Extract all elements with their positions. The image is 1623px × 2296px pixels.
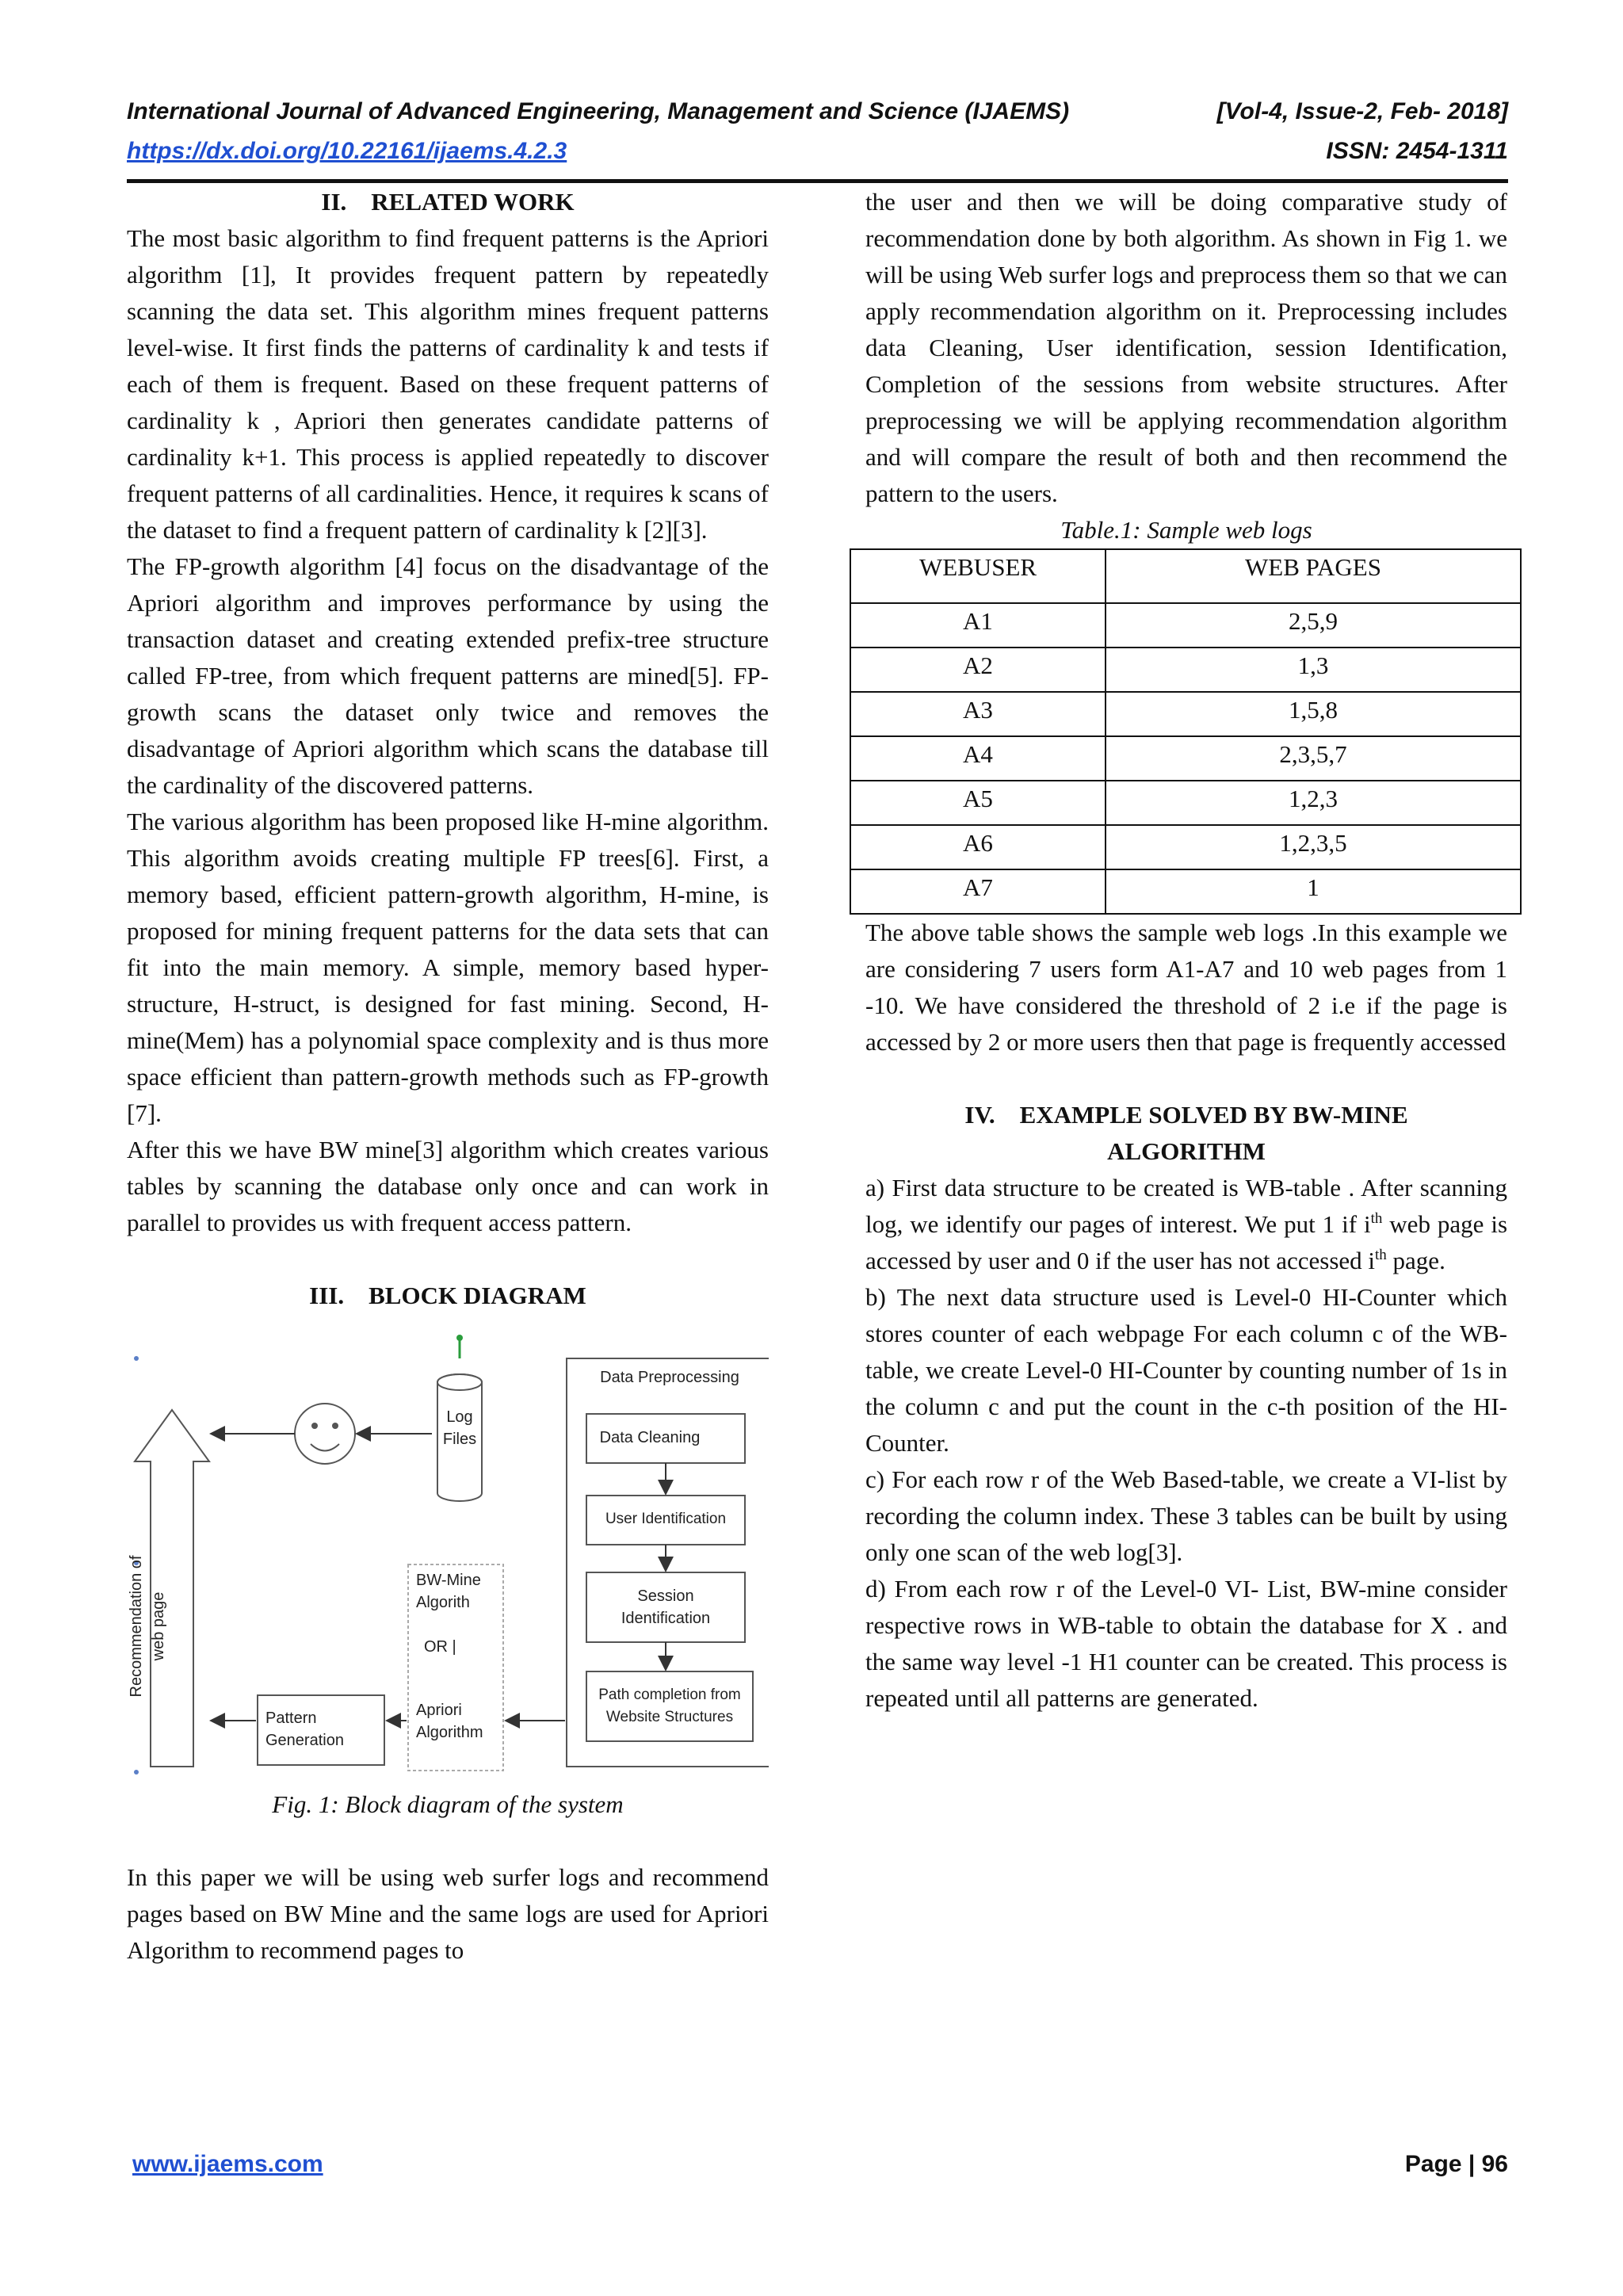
table-header-row xyxy=(850,549,1521,603)
site-link[interactable]: www.ijaems.com xyxy=(132,2151,323,2177)
spacer xyxy=(127,1778,769,1786)
section-4-title-line-2: ALGORITHM xyxy=(1107,1137,1266,1165)
related-work-paragraph-4: After this we have BW mine[3] algorithm which creates various tables by scanning the database only once and can work in parallel to provides us with frequent access pattern. xyxy=(127,1136,769,1236)
sample-web-logs-table xyxy=(850,548,1522,915)
rotate-handle xyxy=(456,1335,463,1341)
step-d-paragraph: d) From each row r of the Level-0 VI- List, BW-mine consider respective rows in WB-table to obtain the database for X . and the same way level -1 H1 counter can be created. This process is repeated until all patterns are generated. xyxy=(865,1575,1507,1712)
superscript: th xyxy=(1370,1210,1383,1227)
volume-issue: [Vol-4, Issue-2, Feb- 2018] xyxy=(1216,98,1508,124)
spacer xyxy=(127,1241,769,1278)
or-label: OR | xyxy=(424,1638,456,1656)
cell-user: A2 xyxy=(850,648,1106,692)
cell-pages: 1 xyxy=(1106,869,1521,914)
step-a-paragraph xyxy=(865,1170,1507,1279)
log-files-label: Log Files xyxy=(442,1408,477,1448)
step-c-paragraph: c) For each row r of the Web Based-table, we create a VI-list by recording the column index. These 3 tables can be built by using only one scan of the web log[3]. xyxy=(865,1465,1507,1566)
data-cleaning-label: Data Cleaning xyxy=(599,1429,701,1446)
cell-pages: 2,5,9 xyxy=(1106,603,1521,648)
cell-pages: 2,3,5,7 xyxy=(1106,736,1521,781)
table-1-caption: Table.1: Sample web logs xyxy=(1060,516,1312,544)
related-work-paragraph-2: The FP-growth algorithm [4] focus on the disadvantage of the Apriori algorithm and improves performance by using the transaction dataset and creating extended prefix-tree structure called FP-tree, from which frequent patterns are mined[5]. FP-growth scans the dataset only twice and removes the disadvantage of Apriori algorithm which scans the database till the cardinality of the discovered patterns. xyxy=(127,552,769,799)
cell-pages: 1,5,8 xyxy=(1106,692,1521,736)
step-a-text-mid: web page is accessed by user and 0 if the user has not accessed i xyxy=(865,1210,1508,1274)
cell-pages: 1,2,3,5 xyxy=(1106,825,1521,869)
doi-link[interactable]: https://dx.doi.org/10.22161/ijaems.4.2.3 xyxy=(127,138,567,164)
cell-pages: 1,3 xyxy=(1106,648,1521,692)
header-web-pages: WEB PAGES xyxy=(1106,549,1521,603)
data-preprocessing-label: Data Preprocessing xyxy=(600,1369,739,1386)
cell-pages: 1,2,3 xyxy=(1106,781,1521,825)
spacer xyxy=(865,1060,1507,1097)
cell-user: A3 xyxy=(850,692,1106,736)
footer-site xyxy=(132,2151,323,2178)
related-work-paragraph-3: The various algorithm has been proposed like H-mine algorithm. This algorithm avoids creating multiple FP trees[6]. First, a memory based, efficient pattern-growth algorithm, H-mine, is proposed for mining frequent patterns for the data sets that can fit into the main memory. A simple, memory based hyper-structure, H-struct, is designed for fast mining. Second, H-mine(Mem) has a polynomial space complexity and is thus more space efficient than pattern-growth methods such as FP-growth [7]. xyxy=(127,808,769,1127)
handle-dot xyxy=(134,1770,139,1775)
block-diagram xyxy=(127,1335,769,1778)
session-identification-label: Session Identification xyxy=(621,1587,711,1627)
cell-user: A4 xyxy=(850,736,1106,781)
table-row xyxy=(850,825,1521,869)
table-row xyxy=(850,781,1521,825)
table-row xyxy=(850,648,1521,692)
table-row xyxy=(850,736,1521,781)
right-column xyxy=(865,184,1507,1717)
overview-paragraph: the user and then we will be doing comparative study of recommendation done by both algorithm. As shown in Fig 1. we will be using Web surfer logs and preprocess them so that we can apply recommendation algorithm on it. Preprocessing includes data Cleaning, User identification, session Identification, Completion of the sessions from website structures. After preprocessing we will be applying recommendation algorithm and will compare the result of both and then recommend the pattern to the users. xyxy=(865,188,1507,507)
cell-user: A1 xyxy=(850,603,1106,648)
section-3-title: III. BLOCK DIAGRAM xyxy=(309,1282,586,1309)
page-number: Page | 96 xyxy=(1404,2151,1508,2177)
table-row xyxy=(850,603,1521,648)
cell-user: A5 xyxy=(850,781,1106,825)
issn: ISSN: 2454-1311 xyxy=(1326,138,1508,164)
header-webuser: WEBUSER xyxy=(850,549,1106,603)
step-a-text: a) First data structure to be created is WB-table . After scanning log, we identify our pages of interest. We put 1 if i xyxy=(865,1174,1507,1238)
user-smiley-icon xyxy=(295,1404,355,1464)
superscript: th xyxy=(1375,1247,1387,1263)
intro-paragraph: In this paper we will be using web surfer logs and recommend pages based on BW Mine and the same logs are used for Apriori Algorithm to recommend pages to xyxy=(127,1863,769,1964)
left-column xyxy=(127,184,769,1969)
table-explanation-paragraph: The above table shows the sample web logs .In this example we are considering 7 users form A1-A7 and 10 web pages from 1 -10. We have considered the threshold of 2 i.e if the page is accessed by 2 or more users then that page is frequently accessed xyxy=(865,919,1507,1056)
user-identification-label: User Identification xyxy=(605,1511,727,1527)
table-row xyxy=(850,692,1521,736)
handle-dot xyxy=(134,1356,139,1361)
step-b-paragraph: b) The next data structure used is Level-0 HI-Counter which stores counter of each webpage For each column c of the WB-table, we create Level-0 HI-Counter by counting number of 1s in the column c and put the count in the c-th position of the HI-Counter. xyxy=(865,1283,1507,1457)
cell-user: A7 xyxy=(850,869,1106,914)
apriori-label: Apriori Algorithm xyxy=(416,1702,483,1741)
section-2-title: II. RELATED WORK xyxy=(321,188,575,216)
pattern-generation-label: Pattern Generation xyxy=(265,1710,344,1749)
spacer xyxy=(127,1823,769,1859)
recommendation-label: Recommendation of web page xyxy=(128,1555,167,1698)
path-completion-label: Path completion from Website Structures xyxy=(598,1687,741,1725)
section-4-title-line-1: IV. EXAMPLE SOLVED BY BW-MINE xyxy=(964,1101,1408,1129)
related-work-paragraph-1: The most basic algorithm to find frequent patterns is the Apriori algorithm [1], It provides frequent pattern by repeatedly scanning the data set. This algorithm mines frequent patterns level-wise. It first finds the patterns of cardinality k and tests if each of them is frequent. Based on these frequent patterns of cardinality k , Apriori then generates candidate patterns of cardinality k+1. This process is applied repeatedly to discover frequent patterns of all cardinalities. Hence, it requires k scans of the dataset to find a frequent pattern of cardinality k [2][3]. xyxy=(127,224,769,544)
cell-user: A6 xyxy=(850,825,1106,869)
step-a-text-end: page. xyxy=(1386,1247,1445,1274)
table-row xyxy=(850,869,1521,914)
header-rule xyxy=(127,179,1508,183)
bw-mine-label: BW-Mine Algorith xyxy=(416,1572,481,1611)
figure-1-caption: Fig. 1: Block diagram of the system xyxy=(272,1790,624,1818)
journal-title: International Journal of Advanced Engineering, Management and Science (IJAEMS) xyxy=(127,98,1070,124)
